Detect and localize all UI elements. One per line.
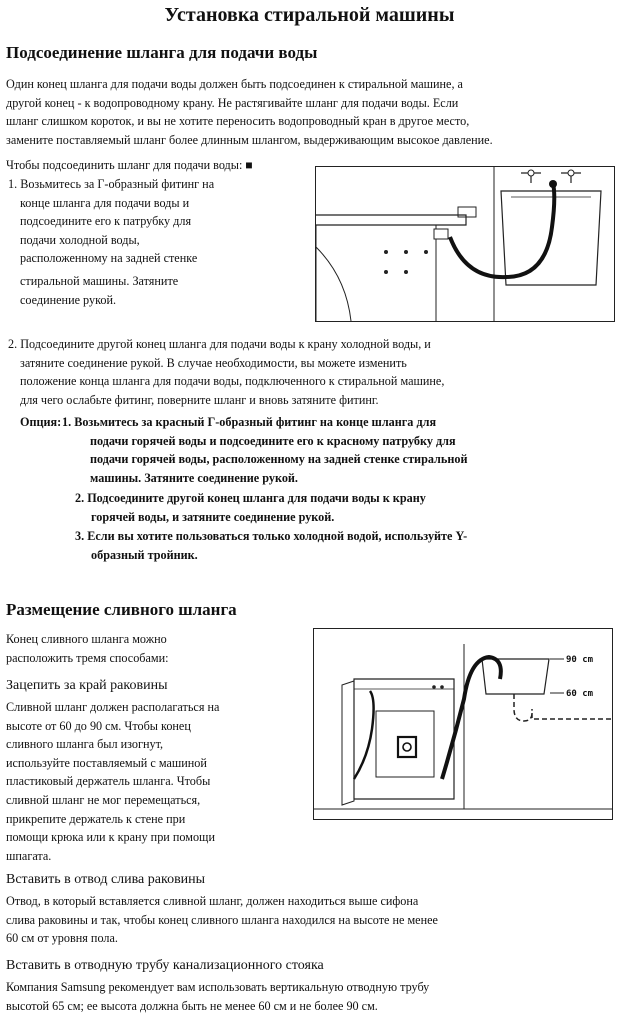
- intro-line: шланг слишком короток, и вы не хотите переносить водопроводный кран в другое место,: [6, 114, 470, 129]
- text-line: высотой 65 см; ее высота должна быть не менее 60 см и не более 90 см.: [6, 998, 378, 1013]
- option-3: [75, 527, 467, 564]
- option1-line: 1. Возьмитесь за красный Г-образный фитинг на конце шланга для: [62, 415, 437, 429]
- text-line: Отвод, в который вставляется сливной шланг, должен находиться выше сифона: [6, 894, 419, 908]
- option2-line: горячей воды, и затяните соединение рукой.: [91, 509, 335, 524]
- page-title: Установка стиральной машины: [164, 4, 455, 26]
- label-90cm: 90 cm: [566, 655, 594, 665]
- text-line: шпагата.: [6, 848, 52, 863]
- section-heading-drain-hose: Размещение сливного шланга: [6, 600, 237, 619]
- step1-line: 1. Возьмитесь за Г-образный фитинг на: [8, 177, 215, 191]
- section2-intro: [6, 630, 169, 667]
- subheading-sink-edge: Зацепить за край раковины: [6, 678, 168, 693]
- step1-line: подачи холодной воды,: [20, 232, 140, 247]
- option1-line: подачи горячей воды, расположенному на задней стенке стиральной: [90, 452, 468, 467]
- step2-line: 2. Подсоедините другой конец шланга для подачи воды к крану холодной воды, и: [8, 337, 431, 351]
- subheading-standpipe: Вставить в отводную трубу канализационного стояка: [6, 958, 324, 973]
- text-line: пластиковый держатель шланга. Чтобы: [6, 774, 211, 789]
- water-inlet-illustration: [316, 167, 614, 321]
- option2-line: 2. Подсоедините другой конец шланга для подачи воды к крану: [75, 491, 426, 505]
- step1-line: подсоедините его к патрубку для: [20, 214, 192, 229]
- intro-line: замените поставляемый шланг более длинным шлангом, выдерживающим высокое давление.: [6, 132, 493, 147]
- label-60cm: 60 cm: [566, 689, 594, 699]
- text-line: сливной шланг не мог перемещаться,: [6, 792, 201, 807]
- text-line: прикрепите держатель к стене при: [6, 811, 186, 826]
- step2-line: положение конца шланга для подачи воды, подключенного к стиральной машине,: [20, 374, 445, 389]
- text-line: помощи крюка или к крану при помощи: [6, 830, 215, 845]
- option-label: Опция:: [20, 415, 62, 429]
- step-2: [8, 335, 444, 409]
- step1-line: конце шланга для подачи воды и: [20, 195, 190, 210]
- text-line: 60 см от уровня пола.: [6, 931, 118, 946]
- intro-line: расположить тремя способами:: [6, 650, 169, 665]
- step1-line: стиральной машины. Затяните: [20, 273, 179, 288]
- option-1: [62, 413, 467, 487]
- intro-line: Конец сливного шланга можно: [6, 632, 167, 646]
- option1-line: подачи горячей воды и подсоедините его к красному патрубку для: [90, 433, 456, 448]
- step1-line: соединение рукой.: [20, 292, 117, 307]
- drain-hose-diagram: [313, 628, 613, 820]
- option3-line: образный тройник.: [91, 547, 198, 562]
- sink-edge-text: [6, 698, 219, 865]
- standpipe-text: [6, 978, 429, 1015]
- intro-line: Один конец шланга для подачи воды должен быть подсоединен к стиральной машине, а: [6, 77, 463, 91]
- step2-line: для чего ослабьте фитинг, поверните шланг и вновь затяните фитинг.: [20, 392, 379, 407]
- section1-intro: [6, 75, 493, 149]
- intro-line: другой конец - к водопроводному крану. Не растягивайте шланг для подачи воды. Если: [6, 95, 459, 110]
- water-inlet-diagram: [315, 166, 615, 322]
- drain-hose-illustration: [314, 629, 612, 819]
- text-line: высоте от 60 до 90 см. Чтобы конец: [6, 718, 191, 733]
- step-1: [8, 175, 214, 309]
- subheading-sink-drain: Вставить в отвод слива раковины: [6, 872, 206, 887]
- sink-drain-text: [6, 892, 438, 948]
- option-2: [75, 489, 426, 526]
- option3-line: 3. Если вы хотите пользоваться только холодной водой, используйте Y-: [75, 529, 468, 543]
- step1-line: расположенному на задней стенке: [20, 251, 198, 266]
- text-line: сливного шланга был изогнут,: [6, 737, 164, 752]
- text-line: Компания Samsung рекомендует вам использовать вертикальную отводную трубу: [6, 980, 430, 994]
- text-line: используйте поставляемый с машиной: [6, 755, 207, 770]
- connect-label: Чтобы подсоединить шланг для подачи воды: ■: [6, 158, 253, 172]
- section-heading-water-hose: Подсоединение шланга для подачи воды: [6, 43, 318, 62]
- text-line: Сливной шланг должен располагаться на: [6, 700, 220, 714]
- step2-line: затяните соединение рукой. В случае необходимости, вы можете изменить: [20, 355, 407, 370]
- option1-line: машины. Затяните соединение рукой.: [90, 470, 298, 485]
- text-line: слива раковины и так, чтобы конец сливного шланга находился на высоте не менее: [6, 912, 438, 927]
